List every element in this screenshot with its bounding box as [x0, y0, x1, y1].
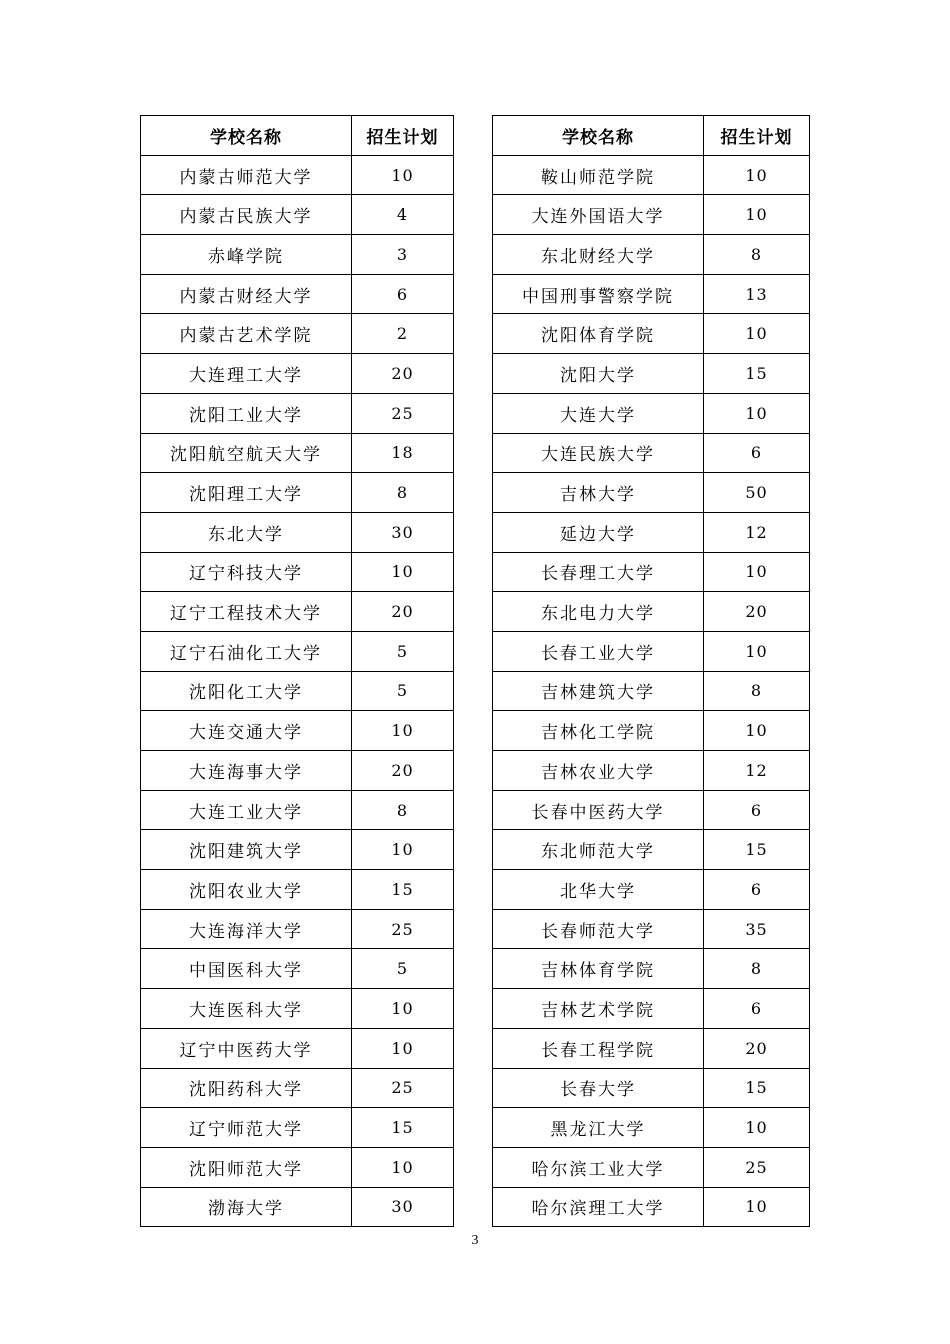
- table-row: [493, 1028, 810, 1068]
- enrollment-plan-cell: 25: [352, 393, 454, 433]
- page-number: 3: [471, 1233, 479, 1248]
- enrollment-plan-cell: 10: [352, 155, 454, 195]
- table-row: [141, 1028, 454, 1068]
- enrollment-plan-cell: 5: [352, 949, 454, 989]
- enrollment-plan-cell: 10: [704, 631, 810, 671]
- school-name-cell: 延边大学: [493, 512, 704, 552]
- enrollment-plan-cell: 25: [352, 909, 454, 949]
- table-row: [141, 1187, 454, 1227]
- enrollment-plan-cell: 20: [352, 592, 454, 632]
- table-row: [141, 433, 454, 473]
- school-name-cell: 长春理工大学: [493, 552, 704, 592]
- enrollment-plan-cell: 10: [352, 552, 454, 592]
- enrollment-plan-cell: 20: [352, 751, 454, 791]
- school-name-cell: 大连医科大学: [141, 989, 352, 1029]
- school-name-cell: 吉林化工学院: [493, 711, 704, 751]
- school-name-cell: 长春大学: [493, 1068, 704, 1108]
- school-name-cell: 东北大学: [141, 512, 352, 552]
- enrollment-plan-cell: 10: [352, 1147, 454, 1187]
- enrollment-plan-cell: 15: [704, 1068, 810, 1108]
- school-name-cell: 长春师范大学: [493, 909, 704, 949]
- school-name-cell: 大连理工大学: [141, 354, 352, 394]
- enrollment-plan-cell: 10: [704, 1108, 810, 1148]
- table-row: [493, 473, 810, 513]
- table-row: [141, 552, 454, 592]
- enrollment-plan-cell: 10: [704, 1187, 810, 1227]
- school-name-cell: 东北师范大学: [493, 830, 704, 870]
- school-name-cell: 哈尔滨理工大学: [493, 1187, 704, 1227]
- enrollment-plan-cell: 15: [704, 830, 810, 870]
- header-school-name: 学校名称: [493, 116, 704, 156]
- table-row: [493, 1147, 810, 1187]
- school-name-cell: 大连外国语大学: [493, 195, 704, 235]
- table-row: [493, 989, 810, 1029]
- table-row: [493, 354, 810, 394]
- enrollment-plan-cell: 6: [704, 790, 810, 830]
- table-row: [493, 552, 810, 592]
- table-row: [493, 155, 810, 195]
- enrollment-plan-cell: 10: [704, 552, 810, 592]
- school-name-cell: 沈阳理工大学: [141, 473, 352, 513]
- table-row: [141, 751, 454, 791]
- school-name-cell: 中国医科大学: [141, 949, 352, 989]
- table-row: [141, 631, 454, 671]
- enrollment-plan-cell: 5: [352, 671, 454, 711]
- school-name-cell: 沈阳农业大学: [141, 870, 352, 910]
- table-row: [493, 711, 810, 751]
- school-name-cell: 东北电力大学: [493, 592, 704, 632]
- table-row: [141, 195, 454, 235]
- table-row: [493, 949, 810, 989]
- school-name-cell: 鞍山师范学院: [493, 155, 704, 195]
- table-row: [141, 909, 454, 949]
- enrollment-plan-cell: 30: [352, 1187, 454, 1227]
- school-name-cell: 哈尔滨工业大学: [493, 1147, 704, 1187]
- school-name-cell: 长春中医药大学: [493, 790, 704, 830]
- enrollment-plan-cell: 15: [352, 1108, 454, 1148]
- enrollment-plan-cell: 4: [352, 195, 454, 235]
- header-school-name: 学校名称: [141, 116, 352, 156]
- school-name-cell: 吉林建筑大学: [493, 671, 704, 711]
- table-row: [493, 870, 810, 910]
- table-row: [141, 790, 454, 830]
- enrollment-plan-cell: 10: [352, 1028, 454, 1068]
- enrollment-plan-cell: 12: [704, 512, 810, 552]
- enrollment-table-right: [492, 115, 810, 1227]
- school-name-cell: 吉林艺术学院: [493, 989, 704, 1029]
- enrollment-plan-cell: 3: [352, 235, 454, 275]
- school-name-cell: 大连交通大学: [141, 711, 352, 751]
- table-row: [141, 592, 454, 632]
- table-row: [141, 393, 454, 433]
- enrollment-plan-cell: 10: [704, 314, 810, 354]
- enrollment-plan-cell: 18: [352, 433, 454, 473]
- table-row: [141, 870, 454, 910]
- table-row: [141, 235, 454, 275]
- enrollment-plan-cell: 10: [352, 989, 454, 1029]
- enrollment-plan-cell: 10: [704, 393, 810, 433]
- enrollment-plan-cell: 5: [352, 631, 454, 671]
- table-row: [141, 949, 454, 989]
- school-name-cell: 沈阳体育学院: [493, 314, 704, 354]
- header-enrollment-plan: 招生计划: [352, 116, 454, 156]
- enrollment-plan-cell: 8: [704, 671, 810, 711]
- school-name-cell: 辽宁工程技术大学: [141, 592, 352, 632]
- school-name-cell: 吉林农业大学: [493, 751, 704, 791]
- enrollment-plan-cell: 10: [704, 155, 810, 195]
- school-name-cell: 沈阳建筑大学: [141, 830, 352, 870]
- table-row: [493, 790, 810, 830]
- enrollment-plan-cell: 6: [352, 274, 454, 314]
- school-name-cell: 沈阳药科大学: [141, 1068, 352, 1108]
- table-row: [493, 274, 810, 314]
- enrollment-plan-cell: 50: [704, 473, 810, 513]
- table-row: [141, 989, 454, 1029]
- school-name-cell: 辽宁师范大学: [141, 1108, 352, 1148]
- enrollment-plan-cell: 12: [704, 751, 810, 791]
- table-row: [141, 274, 454, 314]
- table-row: [141, 155, 454, 195]
- school-name-cell: 内蒙古财经大学: [141, 274, 352, 314]
- enrollment-plan-cell: 10: [704, 195, 810, 235]
- table-row: [493, 235, 810, 275]
- enrollment-plan-cell: 8: [352, 790, 454, 830]
- enrollment-plan-cell: 13: [704, 274, 810, 314]
- school-name-cell: 吉林体育学院: [493, 949, 704, 989]
- enrollment-plan-cell: 6: [704, 433, 810, 473]
- table-row: [493, 314, 810, 354]
- enrollment-plan-cell: 8: [704, 235, 810, 275]
- school-name-cell: 赤峰学院: [141, 235, 352, 275]
- table-row: [493, 195, 810, 235]
- enrollment-plan-cell: 6: [704, 989, 810, 1029]
- table-row: [493, 631, 810, 671]
- enrollment-plan-cell: 6: [704, 870, 810, 910]
- school-name-cell: 辽宁科技大学: [141, 552, 352, 592]
- enrollment-plan-cell: 25: [704, 1147, 810, 1187]
- enrollment-plan-cell: 15: [352, 870, 454, 910]
- enrollment-plan-cell: 20: [352, 354, 454, 394]
- school-name-cell: 内蒙古民族大学: [141, 195, 352, 235]
- table-header-row: [141, 116, 454, 156]
- school-name-cell: 大连工业大学: [141, 790, 352, 830]
- table-row: [141, 1108, 454, 1148]
- table-row: [493, 393, 810, 433]
- school-name-cell: 大连大学: [493, 393, 704, 433]
- table-row: [141, 314, 454, 354]
- table-row: [141, 354, 454, 394]
- school-name-cell: 长春工业大学: [493, 631, 704, 671]
- school-name-cell: 内蒙古师范大学: [141, 155, 352, 195]
- school-name-cell: 吉林大学: [493, 473, 704, 513]
- school-name-cell: 大连民族大学: [493, 433, 704, 473]
- school-name-cell: 辽宁石油化工大学: [141, 631, 352, 671]
- enrollment-plan-cell: 8: [352, 473, 454, 513]
- school-name-cell: 东北财经大学: [493, 235, 704, 275]
- enrollment-plan-cell: 10: [352, 830, 454, 870]
- enrollment-plan-cell: 10: [704, 711, 810, 751]
- table-row: [141, 1147, 454, 1187]
- table-row: [493, 909, 810, 949]
- school-name-cell: 内蒙古艺术学院: [141, 314, 352, 354]
- header-enrollment-plan: 招生计划: [704, 116, 810, 156]
- school-name-cell: 沈阳化工大学: [141, 671, 352, 711]
- table-header-row: [493, 116, 810, 156]
- enrollment-plan-cell: 25: [352, 1068, 454, 1108]
- table-row: [493, 671, 810, 711]
- school-name-cell: 黑龙江大学: [493, 1108, 704, 1148]
- enrollment-plan-cell: 15: [704, 354, 810, 394]
- enrollment-plan-cell: 2: [352, 314, 454, 354]
- table-row: [493, 512, 810, 552]
- school-name-cell: 沈阳师范大学: [141, 1147, 352, 1187]
- enrollment-plan-cell: 10: [352, 711, 454, 751]
- table-row: [493, 1187, 810, 1227]
- school-name-cell: 长春工程学院: [493, 1028, 704, 1068]
- table-row: [493, 1068, 810, 1108]
- school-name-cell: 大连海事大学: [141, 751, 352, 791]
- school-name-cell: 沈阳工业大学: [141, 393, 352, 433]
- table-row: [493, 830, 810, 870]
- enrollment-plan-cell: 20: [704, 592, 810, 632]
- school-name-cell: 辽宁中医药大学: [141, 1028, 352, 1068]
- school-name-cell: 大连海洋大学: [141, 909, 352, 949]
- enrollment-plan-cell: 8: [704, 949, 810, 989]
- table-row: [141, 512, 454, 552]
- table-row: [141, 671, 454, 711]
- enrollment-plan-cell: 30: [352, 512, 454, 552]
- school-name-cell: 沈阳大学: [493, 354, 704, 394]
- school-name-cell: 北华大学: [493, 870, 704, 910]
- table-row: [493, 592, 810, 632]
- table-row: [141, 473, 454, 513]
- table-row: [141, 711, 454, 751]
- enrollment-plan-cell: 20: [704, 1028, 810, 1068]
- table-row: [141, 1068, 454, 1108]
- school-name-cell: 渤海大学: [141, 1187, 352, 1227]
- table-row: [141, 830, 454, 870]
- table-row: [493, 1108, 810, 1148]
- table-row: [493, 751, 810, 791]
- enrollment-table-left: [140, 115, 454, 1227]
- school-name-cell: 中国刑事警察学院: [493, 274, 704, 314]
- enrollment-plan-cell: 35: [704, 909, 810, 949]
- school-name-cell: 沈阳航空航天大学: [141, 433, 352, 473]
- table-row: [493, 433, 810, 473]
